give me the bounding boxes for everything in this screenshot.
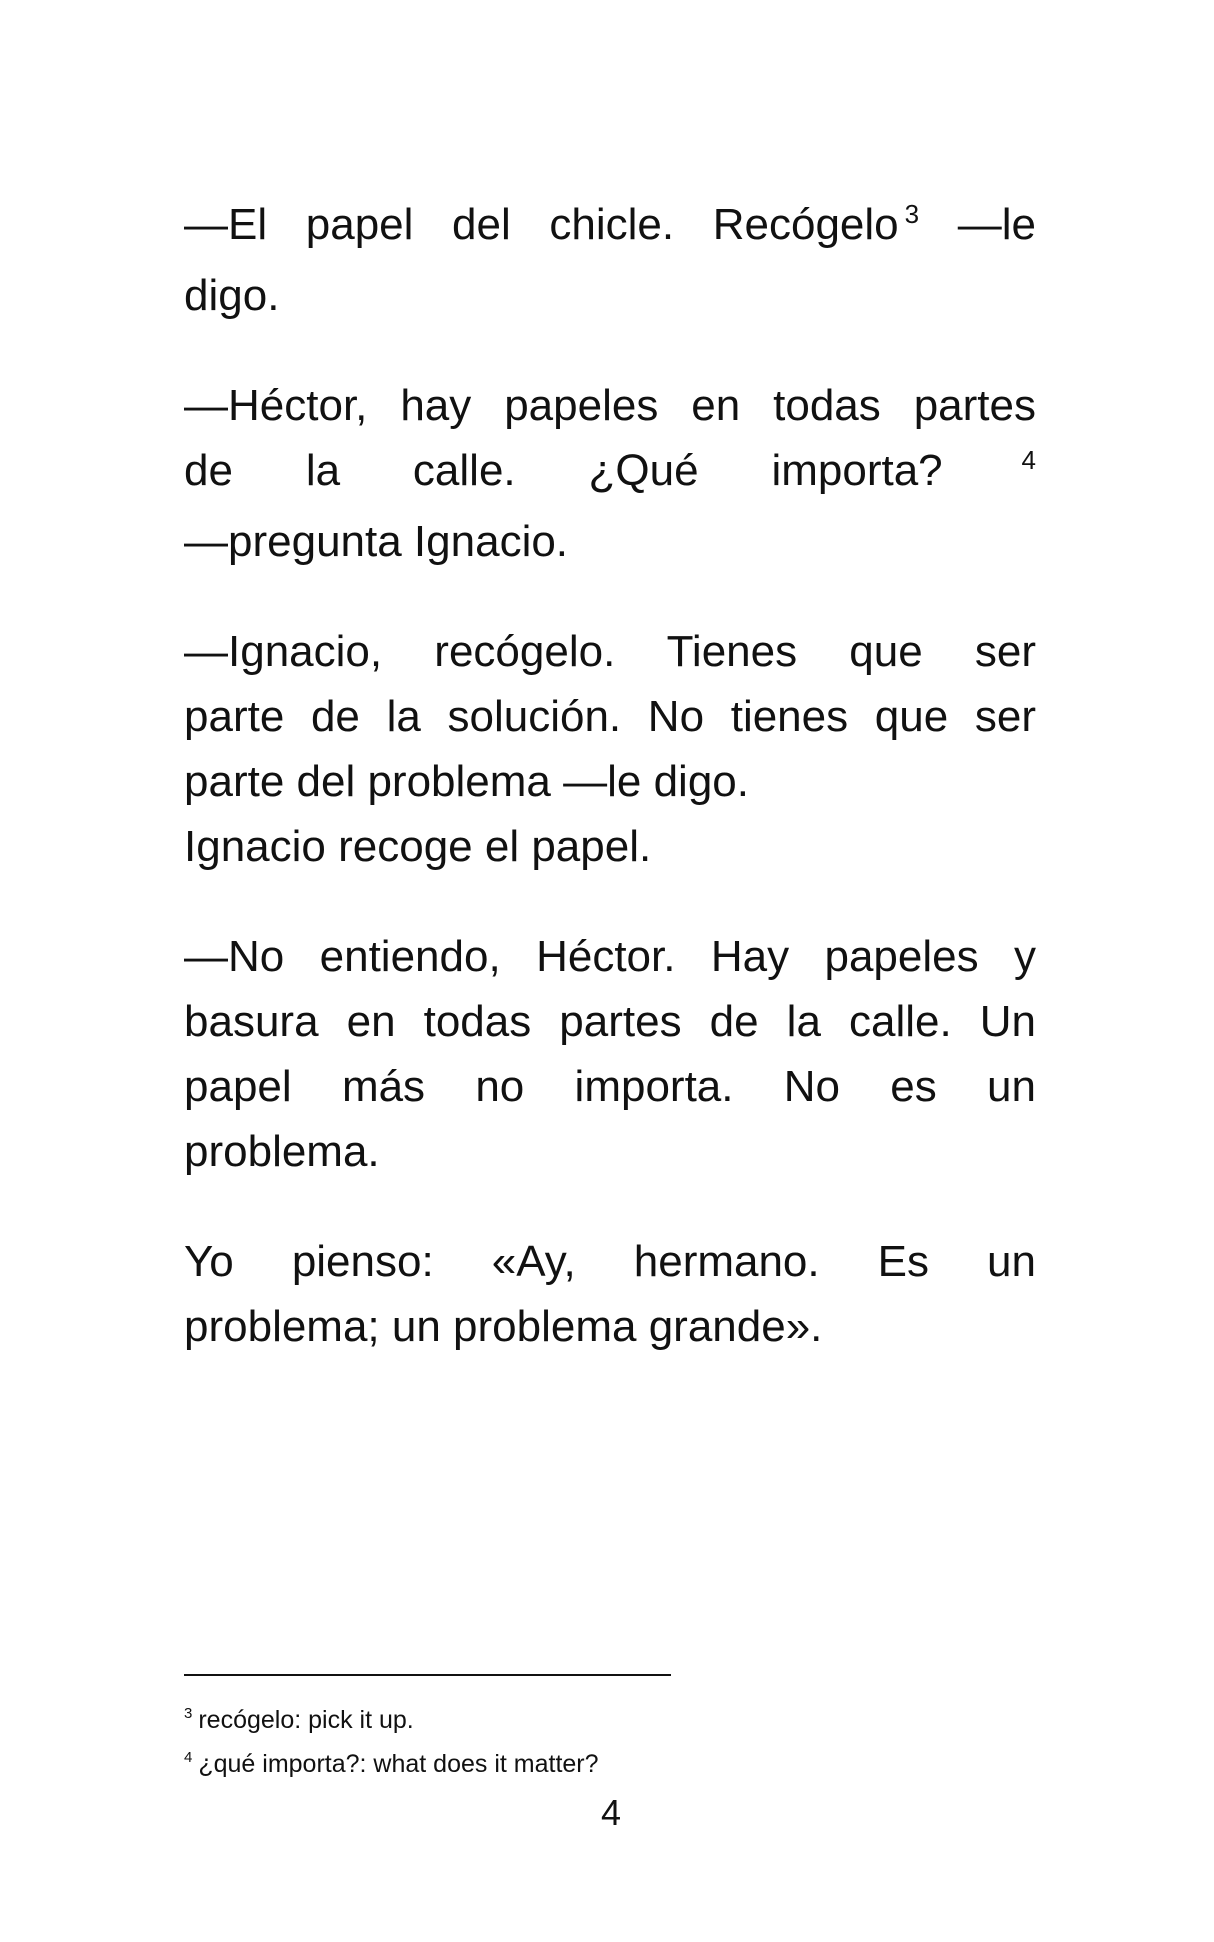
footnote-ref[interactable]: 3 [904, 199, 920, 229]
footnote-ref[interactable]: 4 [1021, 445, 1036, 475]
paragraph [184, 192, 1036, 328]
text-line: problema; un problema grande». [184, 1302, 823, 1351]
text-line: parte del problema —le digo. [184, 757, 749, 806]
text-span: —El papel del chicle. Recógelo [184, 200, 899, 249]
footnote-text: recógelo: pick it up. [198, 1706, 414, 1734]
paragraph [184, 1229, 1036, 1359]
text-line: problema. [184, 1127, 380, 1176]
text-line [184, 438, 1036, 509]
text-line [184, 192, 1036, 263]
text-line: digo. [184, 271, 280, 320]
text-line: papel más no importa. No es un [184, 1062, 1036, 1111]
footnote [184, 1700, 599, 1744]
text-line: parte de la solución. No tienes que ser [184, 692, 1036, 741]
paragraph [184, 924, 1036, 1184]
footnote-text: ¿qué importa?: what does it matter? [198, 1750, 599, 1778]
text-line: basura en todas partes de la calle. Un [184, 997, 1036, 1046]
text-line: —pregunta Ignacio. [184, 517, 569, 566]
page-number: 4 [600, 1792, 622, 1833]
body-text [184, 192, 1036, 1404]
footnote-separator [184, 1674, 671, 1676]
text-line: Ignacio recoge el papel. [184, 822, 652, 871]
text-line: —No entiendo, Héctor. Hay papeles y [184, 932, 1036, 981]
text-span: —le [919, 200, 1036, 249]
paragraph [184, 619, 1036, 879]
footnote [184, 1744, 599, 1788]
footnote-number: 4 [184, 1749, 193, 1766]
text-line: Yo pienso: «Ay, hermano. Es un [184, 1237, 1036, 1286]
footnotes [184, 1700, 599, 1788]
text-span: de la calle. ¿Qué importa? [184, 446, 943, 495]
paragraph [184, 373, 1036, 574]
text-line: —Héctor, hay papeles en todas partes [184, 381, 1036, 430]
footnote-number: 3 [184, 1705, 193, 1722]
text-line: —Ignacio, recógelo. Tienes que ser [184, 627, 1036, 676]
